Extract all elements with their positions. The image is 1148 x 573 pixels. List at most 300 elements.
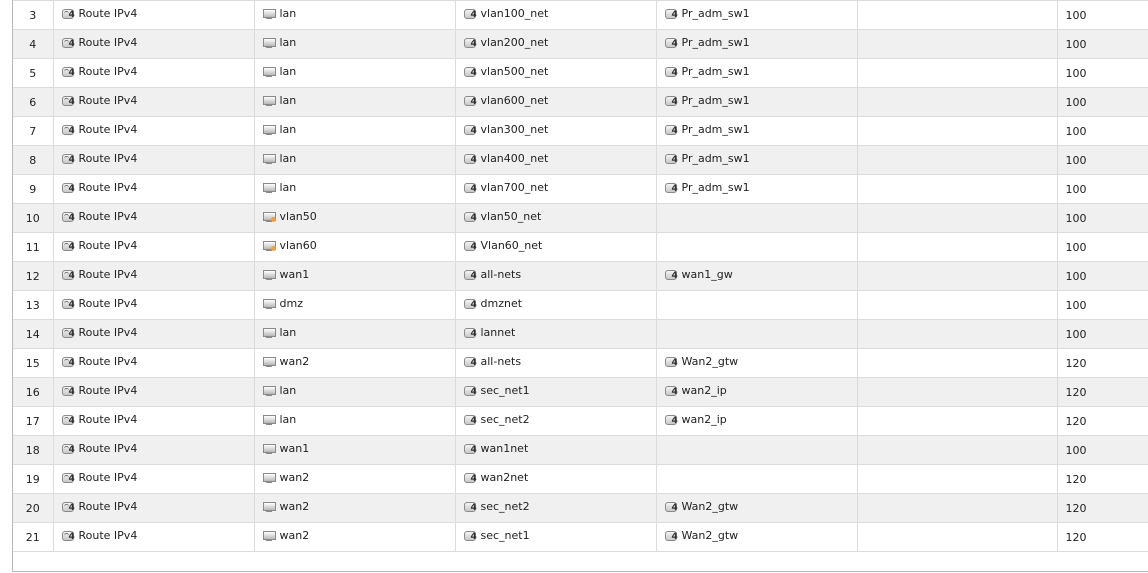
metric-value: 100	[1065, 327, 1087, 341]
interface-name: lan	[279, 36, 297, 50]
metric-value: 120	[1065, 385, 1087, 399]
route-type: Route IPv4	[78, 94, 138, 108]
metric-cell	[1057, 407, 1148, 436]
table-row[interactable]	[13, 262, 1148, 291]
gateway-name: wan2_ip	[681, 413, 727, 427]
interface-cell	[254, 436, 455, 465]
table-row[interactable]	[13, 204, 1148, 233]
network-name: vlan100_net	[480, 7, 549, 21]
route-type-cell	[53, 117, 254, 146]
gateway-cell	[656, 175, 857, 204]
network-cell	[455, 233, 656, 262]
interface-cell	[254, 291, 455, 320]
network-name: dmznet	[480, 297, 523, 311]
network-cell	[455, 204, 656, 233]
interface-cell	[254, 117, 455, 146]
route-type: Route IPv4	[78, 413, 138, 427]
network-cell	[455, 291, 656, 320]
route-type-cell	[53, 436, 254, 465]
metric-cell	[1057, 233, 1148, 262]
route-ipv4-icon: 4	[62, 8, 76, 20]
table-row[interactable]	[13, 320, 1148, 349]
gateway-cell	[656, 30, 857, 59]
gateway-name: wan1_gw	[681, 268, 733, 282]
route-ipv4-icon: 4	[62, 327, 76, 339]
local-ip-cell	[857, 204, 1057, 233]
gateway-name: wan2_ip	[681, 384, 727, 398]
route-ipv4-icon: 4	[62, 501, 76, 513]
table-row[interactable]	[13, 291, 1148, 320]
route-type-cell	[53, 175, 254, 204]
interface-name: wan2	[279, 471, 310, 485]
gateway-cell	[656, 1, 857, 30]
network-ipv4-icon: 4	[464, 530, 478, 542]
gateway-cell	[656, 378, 857, 407]
interface-name: dmz	[279, 297, 303, 311]
route-type-cell	[53, 262, 254, 291]
metric-cell	[1057, 262, 1148, 291]
interface-icon	[263, 501, 277, 513]
interface-icon	[263, 37, 277, 49]
vlan-interface-icon	[263, 240, 277, 252]
row-index: 4	[29, 37, 37, 51]
interface-icon	[263, 269, 277, 281]
local-ip-cell	[857, 117, 1057, 146]
local-ip-cell	[857, 465, 1057, 494]
gateway-name: Pr_adm_sw1	[681, 36, 750, 50]
metric-value: 120	[1065, 530, 1087, 544]
gateway-ipv4-icon: 4	[665, 530, 679, 542]
route-ipv4-icon: 4	[62, 182, 76, 194]
row-index-cell	[13, 494, 53, 523]
network-ipv4-icon: 4	[464, 153, 478, 165]
network-name: Vlan60_net	[480, 239, 543, 253]
route-type-cell	[53, 88, 254, 117]
interface-name: lan	[279, 384, 297, 398]
network-name: wan1net	[480, 442, 529, 456]
interface-cell	[254, 175, 455, 204]
table-row[interactable]	[13, 378, 1148, 407]
local-ip-cell	[857, 146, 1057, 175]
row-index-cell	[13, 349, 53, 378]
row-index-cell	[13, 262, 53, 291]
metric-value: 100	[1065, 37, 1087, 51]
route-ipv4-icon: 4	[62, 298, 76, 310]
network-ipv4-icon: 4	[464, 269, 478, 281]
interface-icon	[263, 298, 277, 310]
table-row[interactable]	[13, 465, 1148, 494]
network-cell	[455, 262, 656, 291]
network-cell	[455, 378, 656, 407]
route-type-cell	[53, 146, 254, 175]
routing-table-body	[13, 1, 1148, 552]
row-index-cell	[13, 146, 53, 175]
gateway-name: Pr_adm_sw1	[681, 152, 750, 166]
interface-name: lan	[279, 7, 297, 21]
table-row[interactable]	[13, 59, 1148, 88]
network-name: lannet	[480, 326, 516, 340]
network-cell	[455, 320, 656, 349]
route-ipv4-icon: 4	[62, 443, 76, 455]
route-type: Route IPv4	[78, 7, 138, 21]
metric-value: 120	[1065, 472, 1087, 486]
interface-cell	[254, 146, 455, 175]
route-ipv4-icon: 4	[62, 153, 76, 165]
route-type: Route IPv4	[78, 239, 138, 253]
row-index-cell	[13, 523, 53, 552]
row-index: 5	[29, 66, 37, 80]
metric-cell	[1057, 291, 1148, 320]
gateway-cell	[656, 204, 857, 233]
network-ipv4-icon: 4	[464, 501, 478, 513]
interface-name: lan	[279, 181, 297, 195]
row-index: 6	[29, 95, 37, 109]
network-ipv4-icon: 4	[464, 327, 478, 339]
local-ip-cell	[857, 1, 1057, 30]
route-type: Route IPv4	[78, 355, 138, 369]
network-name: vlan300_net	[480, 123, 549, 137]
metric-value: 120	[1065, 356, 1087, 370]
row-index-cell	[13, 117, 53, 146]
gateway-name: Pr_adm_sw1	[681, 123, 750, 137]
network-name: vlan400_net	[480, 152, 549, 166]
gateway-ipv4-icon: 4	[665, 385, 679, 397]
route-type: Route IPv4	[78, 152, 138, 166]
route-type-cell	[53, 291, 254, 320]
metric-value: 100	[1065, 443, 1087, 457]
row-index-cell	[13, 30, 53, 59]
local-ip-cell	[857, 523, 1057, 552]
local-ip-cell	[857, 88, 1057, 117]
route-ipv4-icon: 4	[62, 269, 76, 281]
row-index: 13	[25, 298, 40, 312]
route-ipv4-icon: 4	[62, 472, 76, 484]
row-index: 15	[25, 356, 40, 370]
metric-cell	[1057, 465, 1148, 494]
local-ip-cell	[857, 378, 1057, 407]
network-ipv4-icon: 4	[464, 385, 478, 397]
metric-cell	[1057, 117, 1148, 146]
local-ip-cell	[857, 175, 1057, 204]
interface-name: lan	[279, 413, 297, 427]
route-type-cell	[53, 378, 254, 407]
vlan-interface-icon	[263, 211, 277, 223]
network-name: sec_net1	[480, 529, 530, 543]
gateway-cell	[656, 523, 857, 552]
metric-cell	[1057, 320, 1148, 349]
network-ipv4-icon: 4	[464, 356, 478, 368]
metric-value: 100	[1065, 240, 1087, 254]
network-name: vlan200_net	[480, 36, 549, 50]
row-index: 8	[29, 153, 37, 167]
local-ip-cell	[857, 320, 1057, 349]
interface-icon	[263, 66, 277, 78]
route-ipv4-icon: 4	[62, 414, 76, 426]
network-name: vlan50_net	[480, 210, 542, 224]
gateway-ipv4-icon: 4	[665, 37, 679, 49]
network-ipv4-icon: 4	[464, 240, 478, 252]
network-cell	[455, 30, 656, 59]
gateway-cell	[656, 320, 857, 349]
route-type: Route IPv4	[78, 65, 138, 79]
gateway-cell	[656, 436, 857, 465]
gateway-cell	[656, 494, 857, 523]
interface-cell	[254, 1, 455, 30]
gateway-cell	[656, 146, 857, 175]
gateway-name: Pr_adm_sw1	[681, 94, 750, 108]
gateway-ipv4-icon: 4	[665, 414, 679, 426]
network-ipv4-icon: 4	[464, 472, 478, 484]
gateway-ipv4-icon: 4	[665, 182, 679, 194]
route-type-cell	[53, 1, 254, 30]
interface-cell	[254, 378, 455, 407]
metric-cell	[1057, 175, 1148, 204]
route-type: Route IPv4	[78, 471, 138, 485]
gateway-name: Wan2_gtw	[681, 529, 739, 543]
metric-value: 100	[1065, 95, 1087, 109]
local-ip-cell	[857, 233, 1057, 262]
interface-name: wan1	[279, 442, 310, 456]
network-cell	[455, 88, 656, 117]
table-row[interactable]	[13, 117, 1148, 146]
row-index: 12	[25, 269, 40, 283]
network-ipv4-icon: 4	[464, 66, 478, 78]
interface-cell	[254, 465, 455, 494]
row-index: 9	[29, 182, 37, 196]
gateway-name: Pr_adm_sw1	[681, 65, 750, 79]
metric-cell	[1057, 1, 1148, 30]
network-ipv4-icon: 4	[464, 124, 478, 136]
network-cell	[455, 146, 656, 175]
gateway-name: Pr_adm_sw1	[681, 7, 750, 21]
gateway-cell	[656, 291, 857, 320]
interface-cell	[254, 262, 455, 291]
routing-table-panel	[12, 0, 1148, 572]
interface-icon	[263, 472, 277, 484]
route-type: Route IPv4	[78, 268, 138, 282]
gateway-cell	[656, 465, 857, 494]
row-index: 7	[29, 124, 37, 138]
row-index-cell	[13, 204, 53, 233]
route-type-cell	[53, 59, 254, 88]
route-ipv4-icon: 4	[62, 124, 76, 136]
interface-icon	[263, 443, 277, 455]
interface-cell	[254, 233, 455, 262]
route-type: Route IPv4	[78, 529, 138, 543]
interface-cell	[254, 88, 455, 117]
metric-value: 100	[1065, 211, 1087, 225]
row-index: 20	[25, 501, 40, 515]
row-index-cell	[13, 1, 53, 30]
interface-name: lan	[279, 94, 297, 108]
table-row[interactable]	[13, 407, 1148, 436]
gateway-cell	[656, 233, 857, 262]
interface-name: lan	[279, 152, 297, 166]
metric-value: 100	[1065, 153, 1087, 167]
gateway-name: Wan2_gtw	[681, 500, 739, 514]
network-cell	[455, 465, 656, 494]
metric-value: 100	[1065, 66, 1087, 80]
route-ipv4-icon: 4	[62, 240, 76, 252]
route-type-cell	[53, 465, 254, 494]
route-type-cell	[53, 523, 254, 552]
network-cell	[455, 59, 656, 88]
network-ipv4-icon: 4	[464, 443, 478, 455]
row-index-cell	[13, 175, 53, 204]
row-index-cell	[13, 436, 53, 465]
network-name: vlan600_net	[480, 94, 549, 108]
local-ip-cell	[857, 436, 1057, 465]
interface-icon	[263, 95, 277, 107]
local-ip-cell	[857, 407, 1057, 436]
network-cell	[455, 407, 656, 436]
interface-name: wan1	[279, 268, 310, 282]
row-index: 19	[25, 472, 40, 486]
interface-name: lan	[279, 123, 297, 137]
route-type: Route IPv4	[78, 384, 138, 398]
gateway-ipv4-icon: 4	[665, 95, 679, 107]
gateway-ipv4-icon: 4	[665, 8, 679, 20]
metric-value: 100	[1065, 298, 1087, 312]
interface-icon	[263, 124, 277, 136]
row-index: 21	[25, 530, 40, 544]
metric-cell	[1057, 436, 1148, 465]
table-row[interactable]	[13, 233, 1148, 262]
table-row[interactable]	[13, 30, 1148, 59]
interface-cell	[254, 407, 455, 436]
metric-cell	[1057, 146, 1148, 175]
local-ip-cell	[857, 59, 1057, 88]
table-row[interactable]	[13, 494, 1148, 523]
network-ipv4-icon: 4	[464, 8, 478, 20]
interface-name: wan2	[279, 500, 310, 514]
row-index-cell	[13, 378, 53, 407]
interface-name: lan	[279, 326, 297, 340]
table-row[interactable]	[13, 349, 1148, 378]
table-row[interactable]	[13, 1, 1148, 30]
interface-cell	[254, 204, 455, 233]
route-type-cell	[53, 407, 254, 436]
interface-cell	[254, 59, 455, 88]
metric-value: 120	[1065, 501, 1087, 515]
interface-name: vlan60	[279, 239, 317, 253]
network-ipv4-icon: 4	[464, 182, 478, 194]
network-name: all-nets	[480, 355, 522, 369]
row-index-cell	[13, 465, 53, 494]
gateway-cell	[656, 88, 857, 117]
route-type: Route IPv4	[78, 181, 138, 195]
interface-cell	[254, 320, 455, 349]
route-ipv4-icon: 4	[62, 385, 76, 397]
network-name: sec_net2	[480, 500, 530, 514]
route-type-cell	[53, 320, 254, 349]
table-row[interactable]	[13, 175, 1148, 204]
row-index: 11	[25, 240, 40, 254]
gateway-ipv4-icon: 4	[665, 356, 679, 368]
row-index-cell	[13, 59, 53, 88]
network-name: vlan500_net	[480, 65, 549, 79]
route-ipv4-icon: 4	[62, 356, 76, 368]
interface-name: wan2	[279, 529, 310, 543]
table-row[interactable]	[13, 436, 1148, 465]
route-type-cell	[53, 494, 254, 523]
row-index: 14	[25, 327, 40, 341]
row-index: 16	[25, 385, 40, 399]
row-index-cell	[13, 233, 53, 262]
local-ip-cell	[857, 262, 1057, 291]
network-ipv4-icon: 4	[464, 211, 478, 223]
table-row[interactable]	[13, 523, 1148, 552]
row-index-cell	[13, 291, 53, 320]
interface-cell	[254, 494, 455, 523]
network-ipv4-icon: 4	[464, 37, 478, 49]
interface-icon	[263, 385, 277, 397]
network-cell	[455, 1, 656, 30]
gateway-ipv4-icon: 4	[665, 501, 679, 513]
local-ip-cell	[857, 30, 1057, 59]
interface-cell	[254, 30, 455, 59]
metric-cell	[1057, 378, 1148, 407]
table-row[interactable]	[13, 146, 1148, 175]
metric-cell	[1057, 349, 1148, 378]
row-index: 17	[25, 414, 40, 428]
row-index: 18	[25, 443, 40, 457]
gateway-cell	[656, 262, 857, 291]
interface-cell	[254, 523, 455, 552]
gateway-ipv4-icon: 4	[665, 66, 679, 78]
row-index: 10	[25, 211, 40, 225]
table-row[interactable]	[13, 88, 1148, 117]
gateway-name: Pr_adm_sw1	[681, 181, 750, 195]
metric-cell	[1057, 494, 1148, 523]
network-name: sec_net1	[480, 384, 530, 398]
network-cell	[455, 175, 656, 204]
local-ip-cell	[857, 349, 1057, 378]
network-name: all-nets	[480, 268, 522, 282]
interface-icon	[263, 153, 277, 165]
metric-cell	[1057, 88, 1148, 117]
gateway-ipv4-icon: 4	[665, 153, 679, 165]
network-name: sec_net2	[480, 413, 530, 427]
metric-cell	[1057, 30, 1148, 59]
route-type-cell	[53, 30, 254, 59]
metric-value: 100	[1065, 182, 1087, 196]
interface-icon	[263, 414, 277, 426]
network-cell	[455, 117, 656, 146]
row-index: 3	[29, 8, 37, 22]
interface-icon	[263, 530, 277, 542]
metric-cell	[1057, 523, 1148, 552]
route-type-cell	[53, 349, 254, 378]
gateway-cell	[656, 349, 857, 378]
route-type-cell	[53, 204, 254, 233]
metric-cell	[1057, 59, 1148, 88]
interface-icon	[263, 8, 277, 20]
row-index-cell	[13, 407, 53, 436]
network-ipv4-icon: 4	[464, 95, 478, 107]
metric-value: 100	[1065, 124, 1087, 138]
local-ip-cell	[857, 291, 1057, 320]
metric-value: 100	[1065, 8, 1087, 22]
network-ipv4-icon: 4	[464, 414, 478, 426]
network-name: wan2net	[480, 471, 529, 485]
row-index-cell	[13, 88, 53, 117]
routing-table	[13, 0, 1148, 552]
gateway-cell	[656, 59, 857, 88]
row-index-cell	[13, 320, 53, 349]
route-type: Route IPv4	[78, 326, 138, 340]
interface-name: vlan50	[279, 210, 317, 224]
